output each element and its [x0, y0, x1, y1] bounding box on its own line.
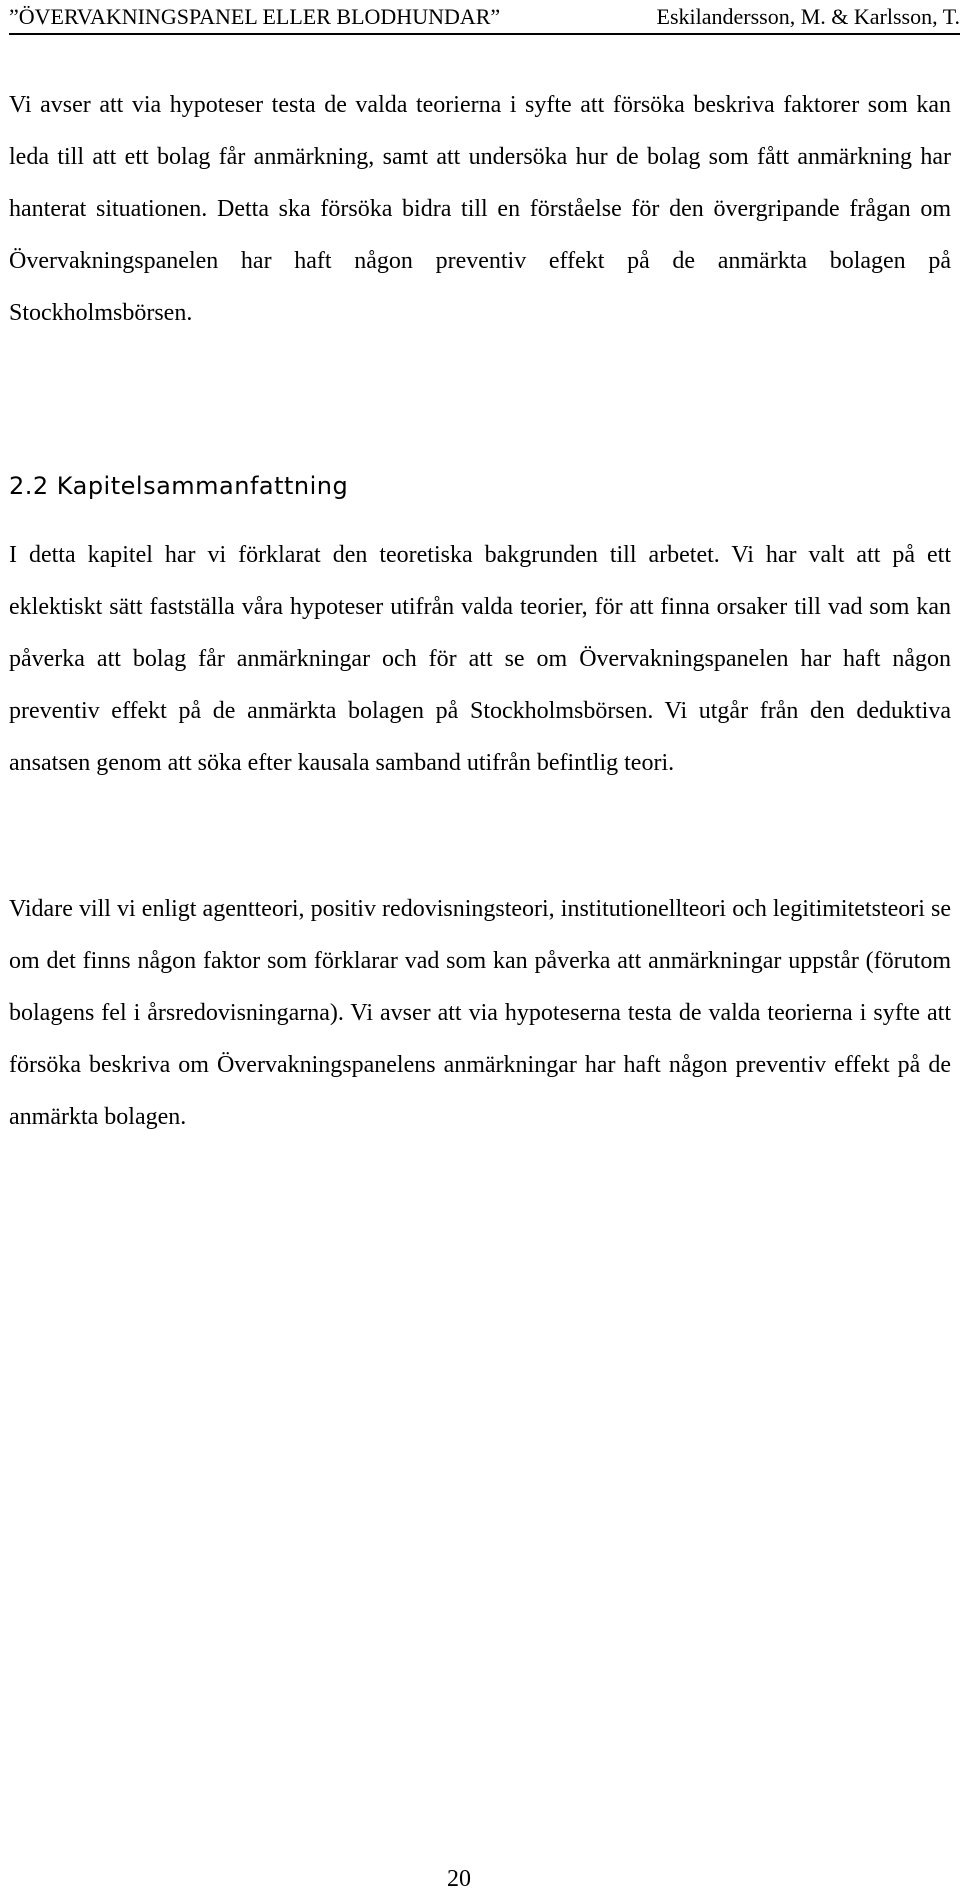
page-number: 20: [447, 1866, 471, 1892]
body-paragraph: Vidare vill vi enligt agentteori, positiv redovisningsteori, institutionellteori och legitimitetsteori se om det finns någon faktor som förklarar vad som kan påverka att anmärkningar uppstår (förutom bolagens fel i årsredovisningarna). Vi avser att via hypoteserna testa de valda teorierna i syfte att försöka beskriva om Övervakningspanelens anmärkningar har haft någon preventiv effekt på de anmärkta bolagen.: [9, 896, 951, 1130]
body-paragraph: Vi avser att via hypoteser testa de valda teorierna i syfte att försöka beskriva faktorer som kan leda till att ett bolag får anmärkning, samt att undersöka hur de bolag som fått anmärkning har hanterat situationen. Detta ska försöka bidra till en förståelse för den övergripande frågan om Övervakningspanelen har haft någon preventiv effekt på de anmärkta bolagen på Stockholmsbörsen.: [9, 92, 951, 326]
running-header: [9, 2, 960, 32]
header-title: ”ÖVERVAKNINGSPANEL ELLER BLODHUNDAR”: [9, 4, 501, 29]
header-divider: [9, 33, 960, 35]
header-authors: Eskilandersson, M. & Karlsson, T.: [656, 4, 960, 29]
body-paragraph: I detta kapitel har vi förklarat den teoretiska bakgrunden till arbetet. Vi har valt att på ett eklektiskt sätt fastställa våra hypoteser utifrån valda teorier, för att finna orsaker till vad som kan påverka att bolag får anmärkningar och för att se om Övervakningspanelen har haft någon preventiv effekt på de anmärkta bolagen på Stockholmsbörsen. Vi utgår från den deduktiva ansatsen genom att söka efter kausala samband utifrån befintlig teori.: [9, 542, 951, 776]
section-heading: 2.2 Kapitelsammanfattning: [9, 472, 349, 500]
